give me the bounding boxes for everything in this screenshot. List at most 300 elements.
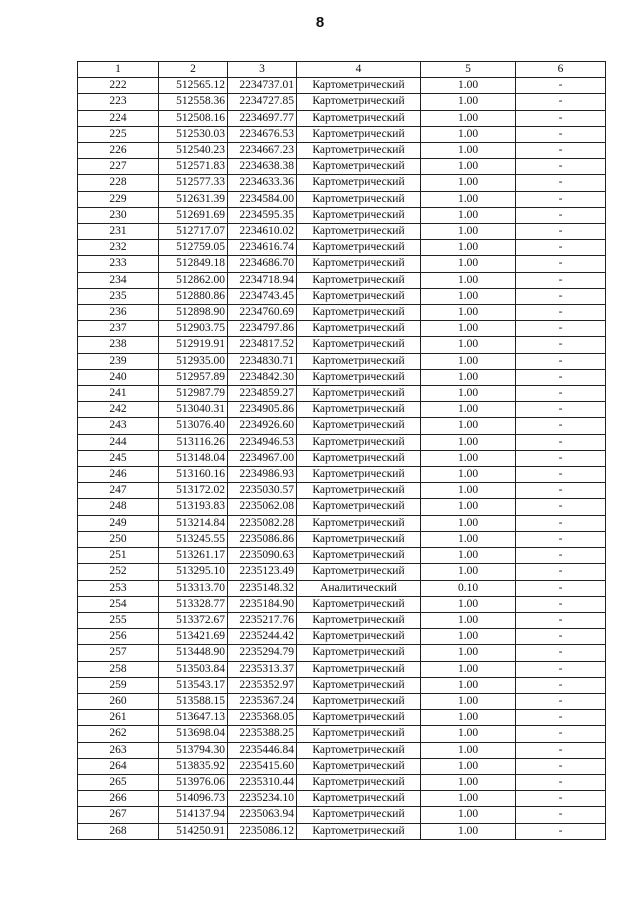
- cell-accuracy: 1.00: [421, 353, 516, 369]
- cell-note: -: [516, 629, 606, 645]
- table-row: [78, 726, 606, 742]
- cell-method: Картометрический: [297, 499, 421, 515]
- table-row: [78, 564, 606, 580]
- cell-point-number: 249: [78, 515, 159, 531]
- cell-coord-y: 2234686.70: [228, 256, 297, 272]
- cell-note: -: [516, 337, 606, 353]
- cell-accuracy: 1.00: [421, 661, 516, 677]
- table-body: [78, 78, 606, 840]
- cell-note: -: [516, 353, 606, 369]
- cell-coord-x: 512849.18: [159, 256, 228, 272]
- cell-point-number: 258: [78, 661, 159, 677]
- table-row: [78, 288, 606, 304]
- table-row: [78, 823, 606, 839]
- cell-note: -: [516, 548, 606, 564]
- cell-coord-y: 2234697.77: [228, 110, 297, 126]
- cell-method: Аналитический: [297, 580, 421, 596]
- cell-point-number: 232: [78, 240, 159, 256]
- cell-coord-x: 513193.83: [159, 499, 228, 515]
- cell-method: Картометрический: [297, 548, 421, 564]
- table-row: [78, 548, 606, 564]
- cell-accuracy: 1.00: [421, 110, 516, 126]
- cell-note: -: [516, 224, 606, 240]
- cell-note: -: [516, 321, 606, 337]
- table-row: [78, 159, 606, 175]
- cell-note: -: [516, 78, 606, 94]
- cell-note: -: [516, 564, 606, 580]
- cell-accuracy: 1.00: [421, 337, 516, 353]
- cell-point-number: 248: [78, 499, 159, 515]
- cell-point-number: 238: [78, 337, 159, 353]
- cell-coord-y: 2235367.24: [228, 693, 297, 709]
- cell-point-number: 243: [78, 418, 159, 434]
- cell-point-number: 229: [78, 191, 159, 207]
- cell-method: Картометрический: [297, 272, 421, 288]
- cell-accuracy: 0.10: [421, 580, 516, 596]
- page-number: 8: [315, 14, 325, 31]
- cell-accuracy: 1.00: [421, 645, 516, 661]
- table-row: [78, 710, 606, 726]
- cell-method: Картометрический: [297, 823, 421, 839]
- table-row: [78, 418, 606, 434]
- cell-coord-y: 2234817.52: [228, 337, 297, 353]
- table-row: [78, 272, 606, 288]
- cell-accuracy: 1.00: [421, 483, 516, 499]
- cell-coord-x: 512957.89: [159, 369, 228, 385]
- table-row: [78, 224, 606, 240]
- cell-coord-x: 512759.05: [159, 240, 228, 256]
- cell-coord-y: 2234737.01: [228, 78, 297, 94]
- cell-method: Картометрический: [297, 629, 421, 645]
- cell-point-number: 264: [78, 758, 159, 774]
- cell-method: Картометрический: [297, 240, 421, 256]
- cell-coord-x: 513172.02: [159, 483, 228, 499]
- cell-method: Картометрический: [297, 224, 421, 240]
- table-row: [78, 742, 606, 758]
- cell-coord-y: 2235063.94: [228, 807, 297, 823]
- column-header-3: 3: [228, 62, 297, 78]
- table-row: [78, 596, 606, 612]
- cell-accuracy: 1.00: [421, 272, 516, 288]
- cell-note: -: [516, 774, 606, 790]
- cell-point-number: 259: [78, 677, 159, 693]
- cell-coord-y: 2234967.00: [228, 450, 297, 466]
- cell-method: Картометрический: [297, 256, 421, 272]
- cell-method: Картометрический: [297, 661, 421, 677]
- cell-method: Картометрический: [297, 369, 421, 385]
- cell-point-number: 252: [78, 564, 159, 580]
- cell-coord-x: 512691.69: [159, 207, 228, 223]
- cell-note: -: [516, 386, 606, 402]
- cell-point-number: 237: [78, 321, 159, 337]
- cell-note: -: [516, 677, 606, 693]
- cell-coord-x: 513421.69: [159, 629, 228, 645]
- cell-method: Картометрический: [297, 418, 421, 434]
- table-row: [78, 807, 606, 823]
- cell-accuracy: 1.00: [421, 305, 516, 321]
- cell-note: -: [516, 483, 606, 499]
- cell-coord-y: 2235294.79: [228, 645, 297, 661]
- cell-note: -: [516, 256, 606, 272]
- cell-coord-x: 512903.75: [159, 321, 228, 337]
- cell-note: -: [516, 450, 606, 466]
- cell-method: Картометрический: [297, 483, 421, 499]
- cell-coord-y: 2234633.36: [228, 175, 297, 191]
- cell-coord-y: 2235082.28: [228, 515, 297, 531]
- table-row: [78, 693, 606, 709]
- cell-note: -: [516, 823, 606, 839]
- cell-method: Картометрический: [297, 758, 421, 774]
- cell-method: Картометрический: [297, 191, 421, 207]
- table-row: [78, 629, 606, 645]
- table-row: [78, 78, 606, 94]
- table-row: [78, 191, 606, 207]
- cell-note: -: [516, 434, 606, 450]
- cell-point-number: 255: [78, 612, 159, 628]
- cell-point-number: 235: [78, 288, 159, 304]
- cell-point-number: 254: [78, 596, 159, 612]
- cell-coord-x: 512898.90: [159, 305, 228, 321]
- cell-point-number: 223: [78, 94, 159, 110]
- cell-point-number: 245: [78, 450, 159, 466]
- table-row: [78, 110, 606, 126]
- cell-coord-x: 513976.06: [159, 774, 228, 790]
- table-row: [78, 434, 606, 450]
- cell-coord-y: 2235244.42: [228, 629, 297, 645]
- table-row: [78, 450, 606, 466]
- cell-method: Картометрический: [297, 386, 421, 402]
- cell-note: -: [516, 191, 606, 207]
- cell-coord-x: 512565.12: [159, 78, 228, 94]
- cell-accuracy: 1.00: [421, 159, 516, 175]
- cell-note: -: [516, 612, 606, 628]
- cell-note: -: [516, 580, 606, 596]
- cell-coord-y: 2234638.38: [228, 159, 297, 175]
- cell-note: -: [516, 288, 606, 304]
- cell-accuracy: 1.00: [421, 386, 516, 402]
- cell-point-number: 261: [78, 710, 159, 726]
- cell-accuracy: 1.00: [421, 612, 516, 628]
- table-row: [78, 499, 606, 515]
- cell-coord-y: 2234946.53: [228, 434, 297, 450]
- cell-method: Картометрический: [297, 693, 421, 709]
- cell-point-number: 251: [78, 548, 159, 564]
- cell-accuracy: 1.00: [421, 240, 516, 256]
- table-row: [78, 256, 606, 272]
- cell-coord-y: 2235086.86: [228, 531, 297, 547]
- cell-note: -: [516, 94, 606, 110]
- table-row: [78, 531, 606, 547]
- cell-method: Картометрический: [297, 126, 421, 142]
- cell-coord-y: 2234667.23: [228, 143, 297, 159]
- cell-coord-y: 2235090.63: [228, 548, 297, 564]
- cell-accuracy: 1.00: [421, 288, 516, 304]
- table-row: [78, 143, 606, 159]
- cell-point-number: 266: [78, 791, 159, 807]
- cell-point-number: 226: [78, 143, 159, 159]
- cell-coord-y: 2235388.25: [228, 726, 297, 742]
- cell-coord-y: 2234718.94: [228, 272, 297, 288]
- cell-coord-x: 513148.04: [159, 450, 228, 466]
- cell-accuracy: 1.00: [421, 742, 516, 758]
- table-row: [78, 207, 606, 223]
- cell-coord-x: 512530.03: [159, 126, 228, 142]
- cell-coord-y: 2235030.57: [228, 483, 297, 499]
- cell-method: Картометрический: [297, 677, 421, 693]
- cell-note: -: [516, 726, 606, 742]
- cell-method: Картометрический: [297, 94, 421, 110]
- cell-method: Картометрический: [297, 774, 421, 790]
- header-row: [78, 62, 606, 78]
- cell-method: Картометрический: [297, 110, 421, 126]
- cell-method: Картометрический: [297, 288, 421, 304]
- cell-accuracy: 1.00: [421, 548, 516, 564]
- cell-method: Картометрический: [297, 564, 421, 580]
- cell-method: Картометрический: [297, 531, 421, 547]
- cell-accuracy: 1.00: [421, 224, 516, 240]
- cell-method: Картометрический: [297, 434, 421, 450]
- cell-accuracy: 1.00: [421, 823, 516, 839]
- cell-point-number: 247: [78, 483, 159, 499]
- table-row: [78, 612, 606, 628]
- cell-coord-x: 512935.00: [159, 353, 228, 369]
- table-row: [78, 337, 606, 353]
- cell-coord-y: 2234595.35: [228, 207, 297, 223]
- cell-coord-x: 514250.91: [159, 823, 228, 839]
- cell-coord-x: 513647.13: [159, 710, 228, 726]
- cell-coord-y: 2235086.12: [228, 823, 297, 839]
- table-row: [78, 353, 606, 369]
- cell-accuracy: 1.00: [421, 758, 516, 774]
- cell-point-number: 256: [78, 629, 159, 645]
- cell-method: Картометрический: [297, 305, 421, 321]
- cell-point-number: 227: [78, 159, 159, 175]
- table-row: [78, 369, 606, 385]
- cell-method: Картометрический: [297, 353, 421, 369]
- cell-coord-x: 512862.00: [159, 272, 228, 288]
- cell-coord-y: 2234743.45: [228, 288, 297, 304]
- cell-method: Картометрический: [297, 645, 421, 661]
- cell-coord-y: 2234616.74: [228, 240, 297, 256]
- table-row: [78, 677, 606, 693]
- cell-note: -: [516, 305, 606, 321]
- cell-point-number: 241: [78, 386, 159, 402]
- table-row: [78, 791, 606, 807]
- cell-coord-y: 2234797.86: [228, 321, 297, 337]
- cell-coord-y: 2235368.05: [228, 710, 297, 726]
- cell-point-number: 222: [78, 78, 159, 94]
- cell-coord-x: 513543.17: [159, 677, 228, 693]
- cell-accuracy: 1.00: [421, 596, 516, 612]
- table-row: [78, 515, 606, 531]
- cell-accuracy: 1.00: [421, 629, 516, 645]
- cell-coord-x: 513295.10: [159, 564, 228, 580]
- cell-coord-y: 2234760.69: [228, 305, 297, 321]
- cell-point-number: 262: [78, 726, 159, 742]
- column-header-1: 1: [78, 62, 159, 78]
- cell-coord-y: 2234584.00: [228, 191, 297, 207]
- cell-accuracy: 1.00: [421, 321, 516, 337]
- cell-accuracy: 1.00: [421, 175, 516, 191]
- cell-coord-x: 512987.79: [159, 386, 228, 402]
- cell-point-number: 240: [78, 369, 159, 385]
- table-row: [78, 661, 606, 677]
- cell-point-number: 244: [78, 434, 159, 450]
- cell-coord-x: 512508.16: [159, 110, 228, 126]
- cell-note: -: [516, 369, 606, 385]
- cell-coord-y: 2235310.44: [228, 774, 297, 790]
- cell-method: Картометрический: [297, 337, 421, 353]
- cell-method: Картометрический: [297, 402, 421, 418]
- cell-coord-x: 513313.70: [159, 580, 228, 596]
- cell-coord-y: 2235184.90: [228, 596, 297, 612]
- table-row: [78, 94, 606, 110]
- cell-note: -: [516, 143, 606, 159]
- cell-method: Картометрический: [297, 515, 421, 531]
- cell-coord-y: 2234905.86: [228, 402, 297, 418]
- cell-coord-x: 512540.23: [159, 143, 228, 159]
- cell-note: -: [516, 418, 606, 434]
- cell-coord-y: 2234727.85: [228, 94, 297, 110]
- cell-note: -: [516, 272, 606, 288]
- cell-note: -: [516, 742, 606, 758]
- cell-coord-x: 513794.30: [159, 742, 228, 758]
- cell-note: -: [516, 596, 606, 612]
- cell-method: Картометрический: [297, 742, 421, 758]
- cell-point-number: 250: [78, 531, 159, 547]
- cell-coord-x: 514137.94: [159, 807, 228, 823]
- cell-method: Картометрический: [297, 143, 421, 159]
- column-header-5: 5: [421, 62, 516, 78]
- cell-coord-y: 2235415.60: [228, 758, 297, 774]
- cell-accuracy: 1.00: [421, 207, 516, 223]
- cell-coord-x: 514096.73: [159, 791, 228, 807]
- cell-coord-x: 512577.33: [159, 175, 228, 191]
- table-row: [78, 467, 606, 483]
- cell-method: Картометрический: [297, 791, 421, 807]
- cell-note: -: [516, 791, 606, 807]
- cell-method: Картометрический: [297, 726, 421, 742]
- table-row: [78, 483, 606, 499]
- cell-accuracy: 1.00: [421, 774, 516, 790]
- column-header-2: 2: [159, 62, 228, 78]
- cell-coord-y: 2235446.84: [228, 742, 297, 758]
- cell-coord-x: 512919.91: [159, 337, 228, 353]
- cell-point-number: 224: [78, 110, 159, 126]
- cell-coord-y: 2234926.60: [228, 418, 297, 434]
- cell-coord-y: 2235234.10: [228, 791, 297, 807]
- cell-point-number: 228: [78, 175, 159, 191]
- cell-method: Картометрический: [297, 612, 421, 628]
- cell-point-number: 267: [78, 807, 159, 823]
- cell-point-number: 230: [78, 207, 159, 223]
- cell-coord-x: 513116.26: [159, 434, 228, 450]
- cell-accuracy: 1.00: [421, 450, 516, 466]
- cell-point-number: 260: [78, 693, 159, 709]
- coordinates-table: [77, 61, 606, 840]
- cell-note: -: [516, 531, 606, 547]
- cell-note: -: [516, 661, 606, 677]
- column-header-4: 4: [297, 62, 421, 78]
- cell-point-number: 239: [78, 353, 159, 369]
- cell-point-number: 234: [78, 272, 159, 288]
- cell-coord-x: 513245.55: [159, 531, 228, 547]
- table-row: [78, 645, 606, 661]
- cell-accuracy: 1.00: [421, 256, 516, 272]
- table-row: [78, 305, 606, 321]
- cell-point-number: 257: [78, 645, 159, 661]
- cell-accuracy: 1.00: [421, 531, 516, 547]
- cell-accuracy: 1.00: [421, 467, 516, 483]
- cell-coord-x: 513588.15: [159, 693, 228, 709]
- cell-accuracy: 1.00: [421, 369, 516, 385]
- cell-point-number: 253: [78, 580, 159, 596]
- table-row: [78, 402, 606, 418]
- table-row: [78, 126, 606, 142]
- cell-coord-x: 512880.86: [159, 288, 228, 304]
- cell-coord-x: 512558.36: [159, 94, 228, 110]
- cell-coord-y: 2235062.08: [228, 499, 297, 515]
- cell-coord-x: 513372.67: [159, 612, 228, 628]
- cell-method: Картометрический: [297, 207, 421, 223]
- cell-accuracy: 1.00: [421, 418, 516, 434]
- cell-accuracy: 1.00: [421, 94, 516, 110]
- cell-coord-y: 2234986.93: [228, 467, 297, 483]
- cell-coord-x: 513835.92: [159, 758, 228, 774]
- cell-method: Картометрический: [297, 450, 421, 466]
- cell-coord-x: 512717.07: [159, 224, 228, 240]
- cell-note: -: [516, 110, 606, 126]
- cell-accuracy: 1.00: [421, 143, 516, 159]
- cell-note: -: [516, 807, 606, 823]
- cell-accuracy: 1.00: [421, 726, 516, 742]
- cell-note: -: [516, 126, 606, 142]
- cell-method: Картометрический: [297, 807, 421, 823]
- cell-accuracy: 1.00: [421, 710, 516, 726]
- table-row: [78, 175, 606, 191]
- cell-accuracy: 1.00: [421, 791, 516, 807]
- cell-method: Картометрический: [297, 596, 421, 612]
- cell-point-number: 246: [78, 467, 159, 483]
- cell-note: -: [516, 645, 606, 661]
- cell-note: -: [516, 693, 606, 709]
- cell-note: -: [516, 207, 606, 223]
- cell-note: -: [516, 159, 606, 175]
- cell-accuracy: 1.00: [421, 402, 516, 418]
- cell-coord-y: 2235123.49: [228, 564, 297, 580]
- cell-coord-x: 513503.84: [159, 661, 228, 677]
- cell-coord-x: 513261.17: [159, 548, 228, 564]
- cell-note: -: [516, 758, 606, 774]
- cell-coord-x: 513040.31: [159, 402, 228, 418]
- cell-accuracy: 1.00: [421, 434, 516, 450]
- cell-point-number: 231: [78, 224, 159, 240]
- cell-accuracy: 1.00: [421, 677, 516, 693]
- cell-point-number: 225: [78, 126, 159, 142]
- cell-coord-y: 2235313.37: [228, 661, 297, 677]
- table-row: [78, 321, 606, 337]
- cell-method: Картометрический: [297, 175, 421, 191]
- cell-accuracy: 1.00: [421, 564, 516, 580]
- column-header-6: 6: [516, 62, 606, 78]
- cell-note: -: [516, 499, 606, 515]
- cell-coord-y: 2234676.53: [228, 126, 297, 142]
- cell-coord-y: 2235148.32: [228, 580, 297, 596]
- table-row: [78, 758, 606, 774]
- cell-point-number: 236: [78, 305, 159, 321]
- cell-point-number: 268: [78, 823, 159, 839]
- cell-coord-y: 2234830.71: [228, 353, 297, 369]
